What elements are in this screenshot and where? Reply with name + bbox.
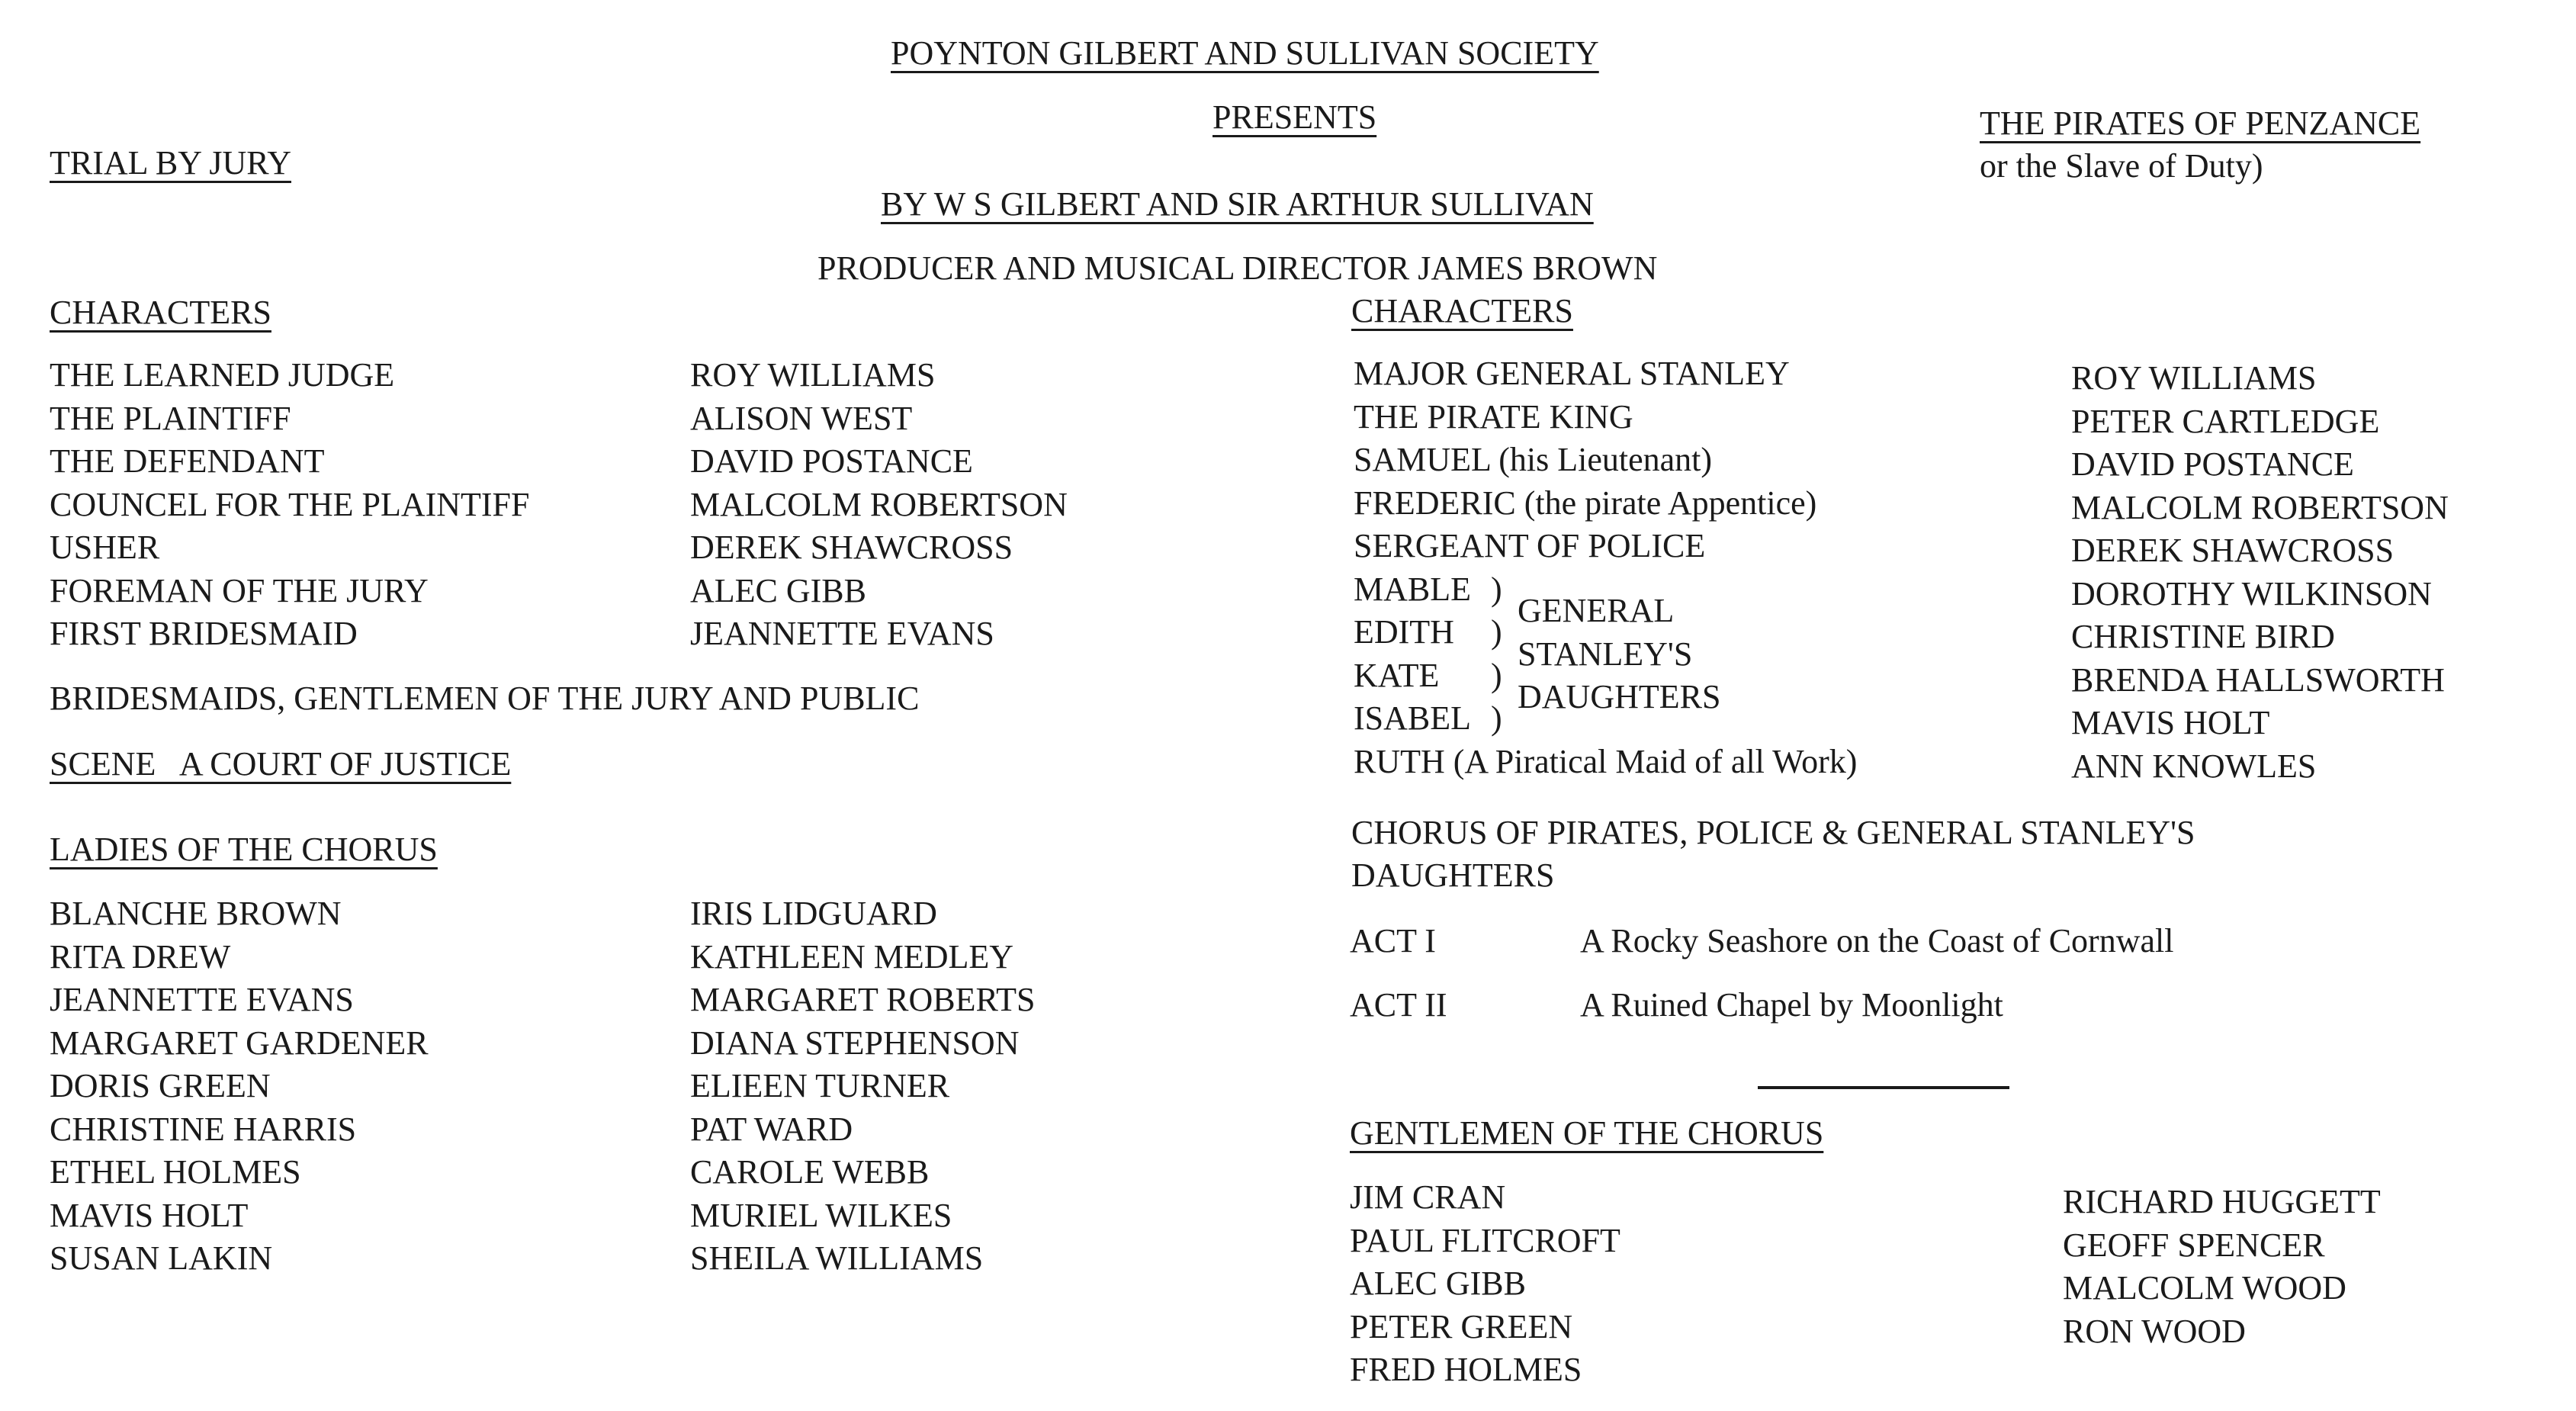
gentlemen-chorus-col1 — [1350, 1176, 1620, 1392]
list-item: FIRST BRIDESMAID — [50, 615, 358, 652]
producer-line: PRODUCER AND MUSICAL DIRECTOR JAMES BROWN — [817, 249, 1658, 287]
list-item: MAJOR GENERAL STANLEY — [1354, 355, 1790, 392]
list-item: THE PLAINTIFF — [50, 399, 291, 437]
list-item: RON WOOD — [2063, 1312, 2246, 1350]
list-item: MURIEL WILKES — [690, 1196, 952, 1234]
list-item: EDITH — [1354, 613, 1454, 651]
list-item: CHRISTINE BIRD — [2071, 618, 2335, 655]
authors-line: BY W S GILBERT AND SIR ARTHUR SULLIVAN — [881, 185, 1594, 223]
ladies-chorus-heading: LADIES OF THE CHORUS — [50, 831, 438, 868]
pirates-title: THE PIRATES OF PENZANCE — [1980, 104, 2421, 142]
gentlemen-chorus-col2 — [2063, 1181, 2381, 1353]
list-item: ALISON WEST — [690, 399, 913, 437]
ladies-chorus-col1 — [50, 892, 429, 1281]
trial-ensemble: BRIDESMAIDS, GENTLEMEN OF THE JURY AND PUBLIC — [50, 680, 920, 717]
list-item: ALEC GIBB — [690, 571, 866, 609]
gentlemen-chorus-heading: GENTLEMEN OF THE CHORUS — [1350, 1114, 1824, 1152]
list-item: ROY WILLIAMS — [690, 356, 936, 394]
trial-roles-list — [50, 354, 530, 656]
daughters-label-line: STANLEY'S — [1518, 635, 1693, 673]
presents-label: PRESENTS — [1213, 98, 1377, 136]
list-item: RICHARD HUGGETT — [2063, 1183, 2381, 1220]
list-item: JIM CRAN — [1350, 1178, 1506, 1216]
list-item: SERGEANT OF POLICE — [1354, 527, 1706, 564]
daughters-label-line: GENERAL — [1518, 592, 1675, 629]
brace-mark: ) — [1491, 656, 1502, 694]
act1-scene: A Rocky Seashore on the Coast of Cornwall — [1580, 922, 2174, 959]
list-item: DEREK SHAWCROSS — [2071, 532, 2395, 569]
list-item: JEANNETTE EVANS — [50, 981, 354, 1018]
list-item: GEOFF SPENCER — [2063, 1226, 2325, 1264]
list-item: KATE — [1354, 656, 1440, 694]
society-title: POYNTON GILBERT AND SULLIVAN SOCIETY — [891, 34, 1599, 72]
pirates-characters-heading: CHARACTERS — [1351, 292, 1573, 329]
list-item: RUTH (A Piratical Maid of all Work) — [1354, 742, 1858, 780]
brace-mark: ) — [1491, 570, 1502, 608]
list-item: MABLE — [1354, 570, 1471, 608]
list-item: SAMUEL (his Lieutenant) — [1354, 441, 1713, 478]
list-item: ANN KNOWLES — [2071, 747, 2317, 785]
list-item: PETER CARTLEDGE — [2071, 402, 2380, 440]
list-item: ISABEL — [1354, 699, 1471, 737]
list-item: MARGARET GARDENER — [50, 1024, 429, 1062]
list-item: PETER GREEN — [1350, 1307, 1573, 1345]
list-item: BLANCHE BROWN — [50, 895, 342, 932]
list-item: IRIS LIDGUARD — [690, 895, 937, 932]
list-item: MAVIS HOLT — [50, 1196, 249, 1234]
daughters-label — [1518, 590, 1720, 719]
list-item: DORIS GREEN — [50, 1067, 271, 1104]
list-item: ROY WILLIAMS — [2071, 359, 2317, 397]
list-item: MALCOLM ROBERTSON — [690, 485, 1068, 523]
list-item: MAVIS HOLT — [2071, 704, 2270, 741]
list-item: USHER — [50, 529, 160, 566]
list-item: SHEILA WILLIAMS — [690, 1239, 984, 1277]
act1-label: ACT I — [1350, 922, 1436, 959]
list-item: CAROLE WEBB — [690, 1153, 930, 1191]
pirates-chorus-line1: CHORUS OF PIRATES, POLICE & GENERAL STANLEY'S — [1351, 814, 2195, 851]
list-item: MALCOLM WOOD — [2063, 1269, 2346, 1307]
list-item: FRED HOLMES — [1350, 1351, 1582, 1388]
list-item: CHRISTINE HARRIS — [50, 1110, 357, 1148]
list-item: BRENDA HALLSWORTH — [2071, 661, 2445, 699]
list-item: ELIEEN TURNER — [690, 1067, 950, 1104]
pirates-chorus-line2: DAUGHTERS — [1351, 857, 1555, 894]
list-item: KATHLEEN MEDLEY — [690, 937, 1014, 975]
list-item: DAVID POSTANCE — [2071, 445, 2354, 483]
list-item: JEANNETTE EVANS — [690, 615, 994, 652]
list-item: FREDERIC (the pirate Appentice) — [1354, 484, 1817, 522]
trial-title: TRIAL BY JURY — [50, 144, 291, 182]
list-item: MALCOLM ROBERTSON — [2071, 488, 2449, 526]
ladies-chorus-col2 — [690, 892, 1036, 1281]
list-item: THE LEARNED JUDGE — [50, 356, 395, 394]
list-item: THE PIRATE KING — [1354, 397, 1633, 436]
list-item: RITA DREW — [50, 937, 231, 975]
brace-mark: ) — [1491, 613, 1502, 651]
list-item: SUSAN LAKIN — [50, 1239, 273, 1277]
list-item: PAUL FLITCROFT — [1350, 1221, 1620, 1259]
trial-scene: SCENE A COURT OF JUSTICE — [50, 745, 512, 783]
list-item: ALEC GIBB — [1350, 1265, 1526, 1302]
list-item: PAT WARD — [690, 1110, 853, 1148]
list-item: COUNCEL FOR THE PLAINTIFF — [50, 485, 530, 523]
brace-mark: ) — [1491, 699, 1502, 737]
list-item: THE DEFENDANT — [50, 442, 325, 480]
list-item: DEREK SHAWCROSS — [690, 529, 1013, 566]
trial-characters-heading: CHARACTERS — [50, 294, 271, 331]
pirates-subtitle: or the Slave of Duty) — [1980, 147, 2263, 185]
act2-scene: A Ruined Chapel by Moonlight — [1580, 986, 2003, 1024]
trial-actors-list — [690, 354, 1068, 656]
list-item: FOREMAN OF THE JURY — [50, 571, 429, 609]
act2-label: ACT II — [1350, 986, 1447, 1024]
pirates-actors-list — [2071, 357, 2449, 788]
list-item: DAVID POSTANCE — [690, 442, 973, 480]
list-item: DOROTHY WILKINSON — [2071, 574, 2432, 612]
daughters-label-line: DAUGHTERS — [1518, 678, 1721, 715]
list-item: DIANA STEPHENSON — [690, 1024, 1020, 1062]
list-item: MARGARET ROBERTS — [690, 981, 1036, 1018]
section-divider — [1758, 1086, 2009, 1089]
list-item: ETHEL HOLMES — [50, 1153, 301, 1191]
